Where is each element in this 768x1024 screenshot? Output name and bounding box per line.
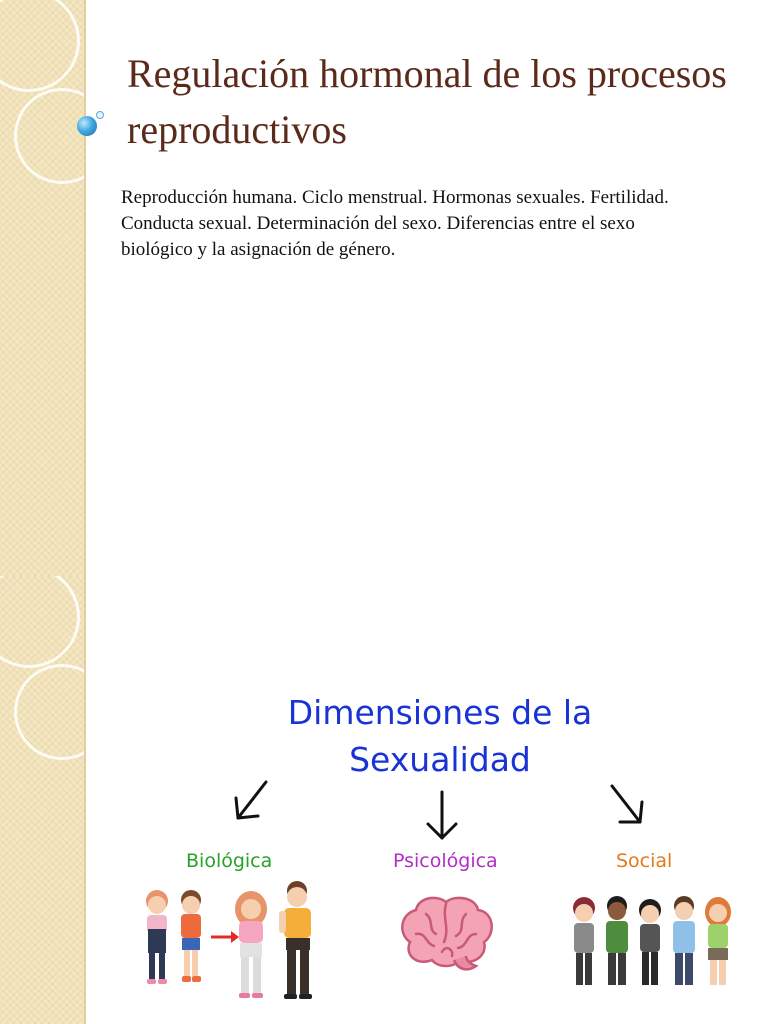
decorative-side-strip (0, 576, 84, 1024)
brain-icon (396, 894, 496, 974)
arrow-down-icon (422, 788, 462, 844)
label-biologica: Biológica (186, 850, 273, 872)
slide-title: Regulación hormonal de los procesos reproductivos (127, 51, 727, 152)
label-psicologica: Psicológica (393, 850, 498, 872)
label-social: Social (616, 850, 673, 872)
dimensions-title-line1: Dimensiones de la (287, 693, 593, 732)
dimensions-title-line2: Sexualidad (349, 740, 531, 779)
strip-edge (84, 0, 86, 576)
child-to-adult-growth-illustration (135, 881, 325, 1006)
arrow-down-left-icon (228, 776, 274, 826)
blue-bead-icon (77, 116, 97, 136)
arrow-down-right-icon (604, 780, 650, 830)
decorative-side-strip (0, 0, 84, 576)
slide-body-text: Reproducción humana. Ciclo menstrual. Hormonas sexuales. Fertilidad. Conducta sexual. Determinación del sexo. Diferencias entre el sexo biológico y la asignación de género. (121, 187, 669, 260)
decorative-ring (14, 88, 110, 184)
decorative-ring (0, 576, 80, 668)
slide-2 (0, 576, 768, 1024)
decorative-ring (0, 0, 80, 92)
social-group-illustration (562, 894, 740, 994)
small-bead-icon (96, 111, 104, 119)
decorative-ring (14, 664, 110, 760)
strip-edge (84, 576, 86, 1024)
